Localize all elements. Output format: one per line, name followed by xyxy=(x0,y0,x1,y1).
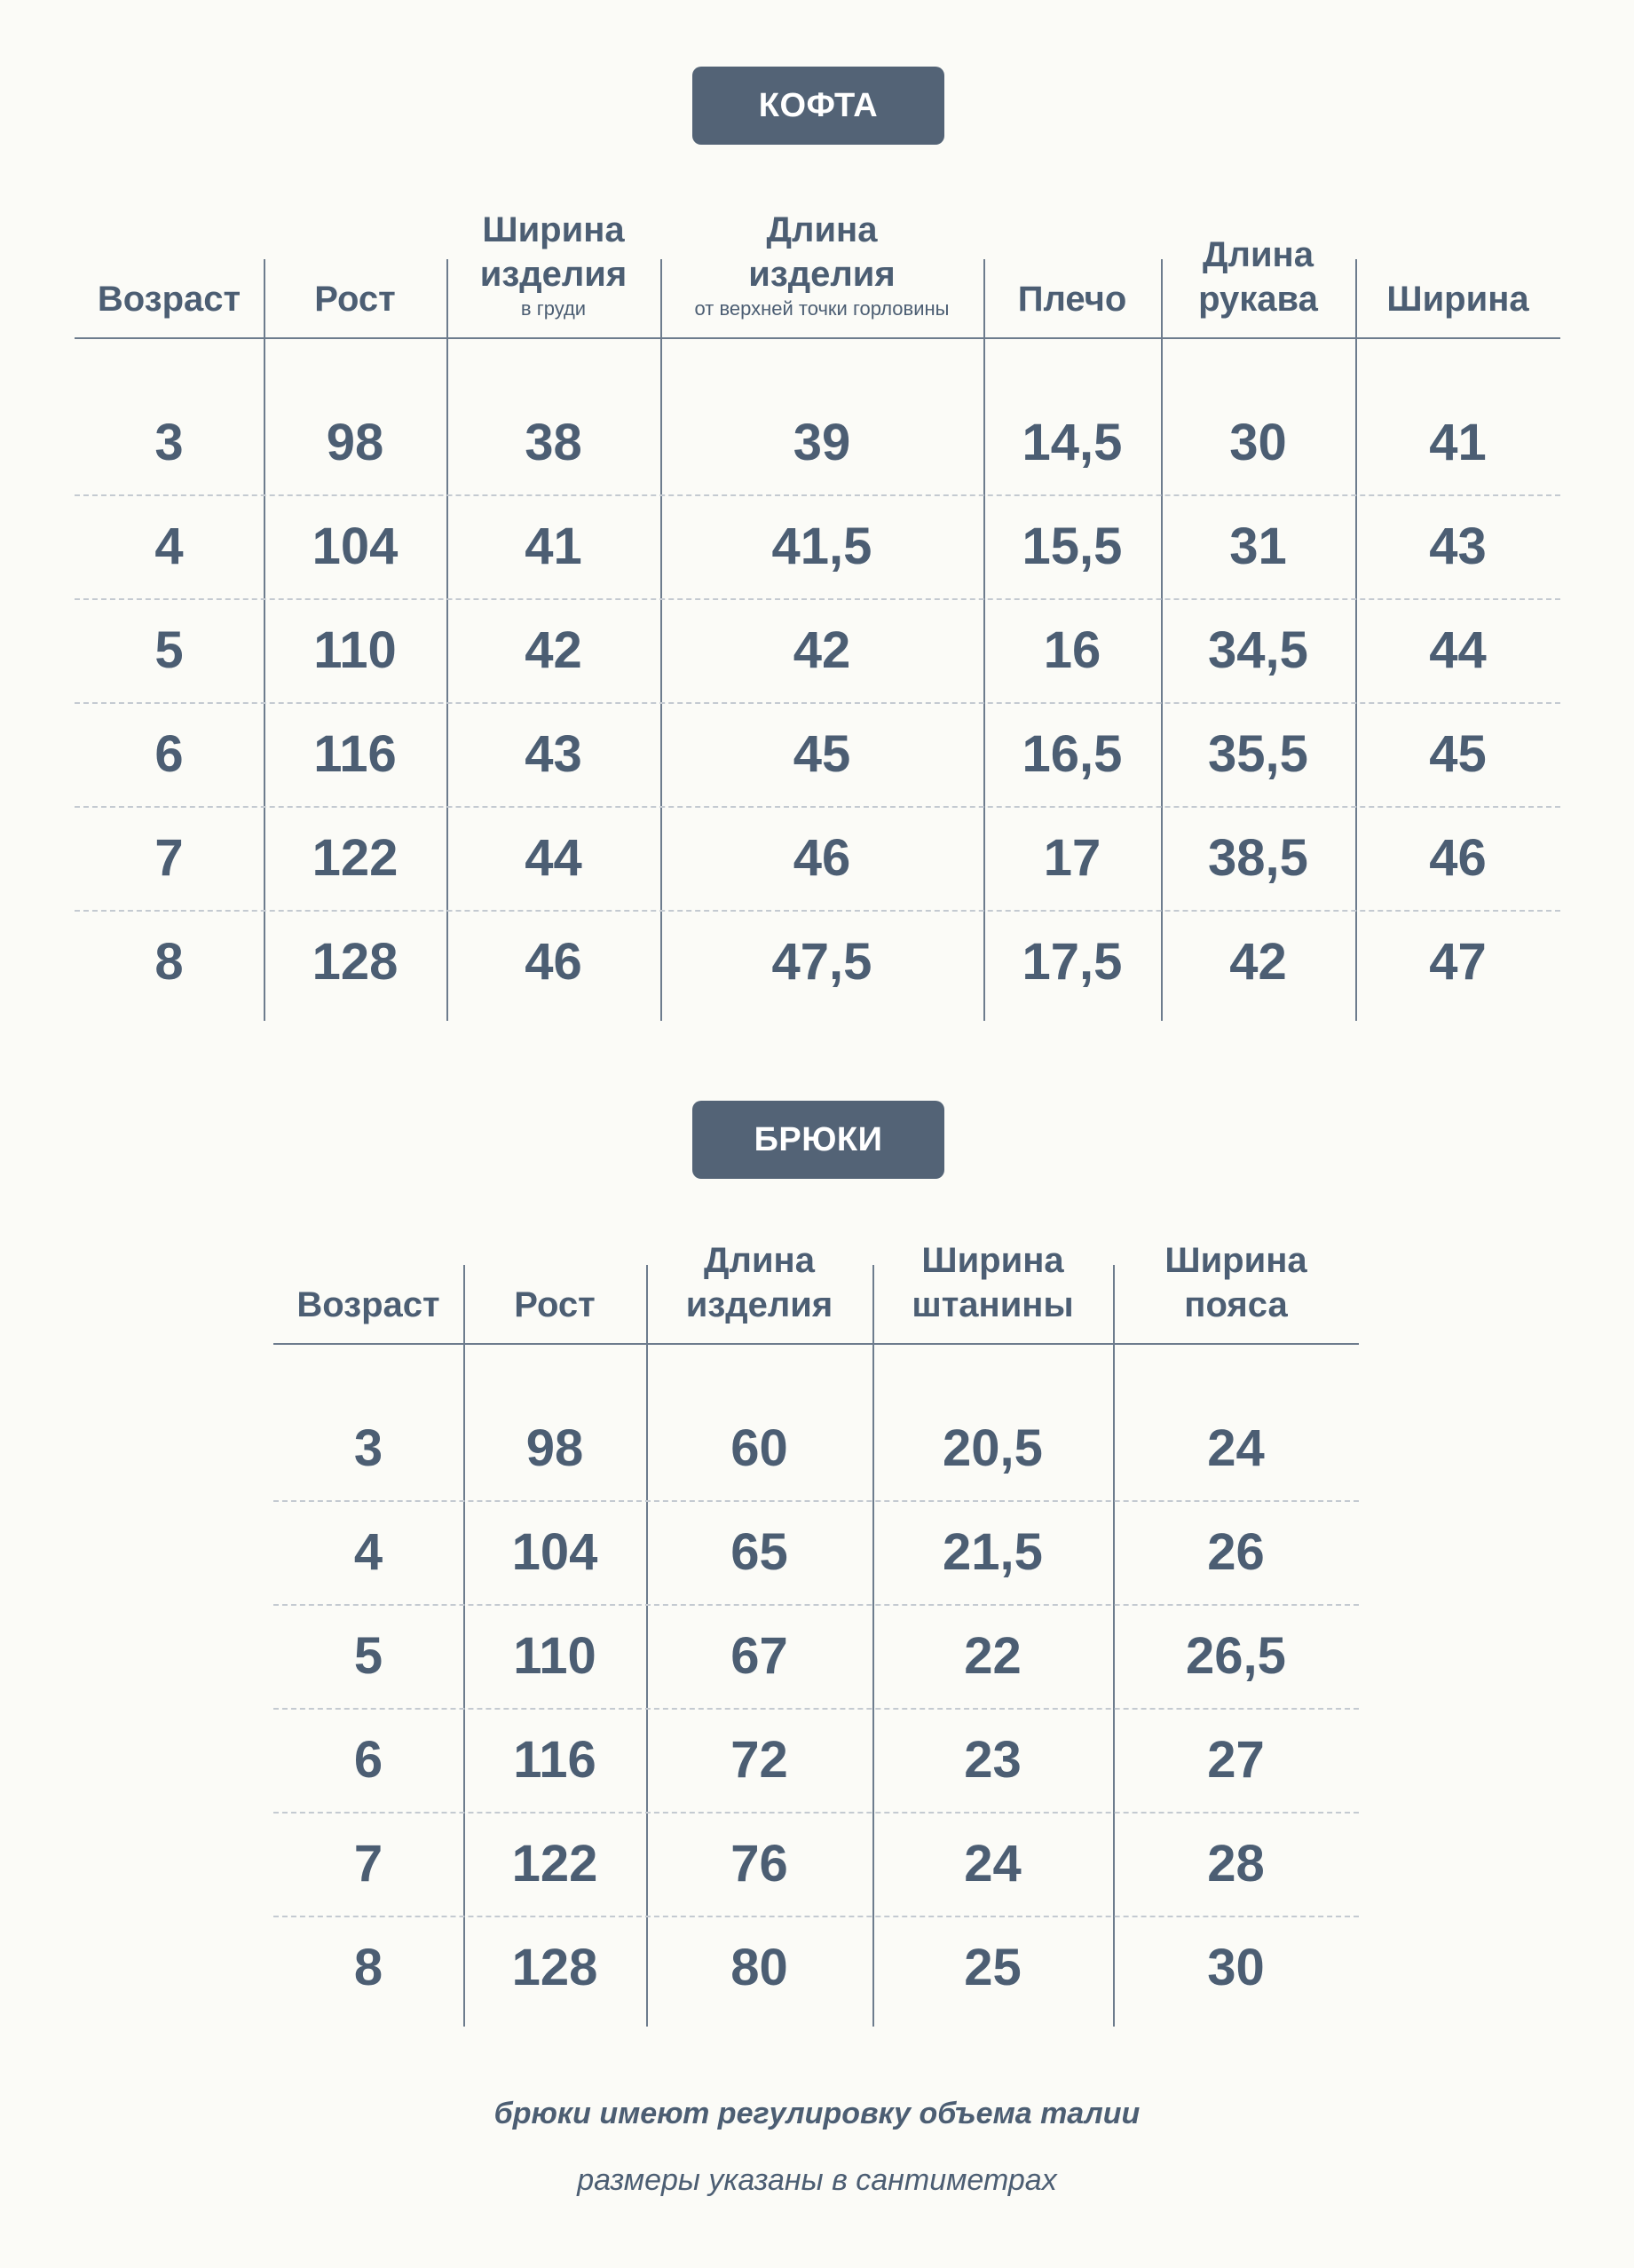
kofta-header-0-line-0: Возраст xyxy=(97,280,241,319)
bryuki-header-2-line-1: изделия xyxy=(685,1285,833,1324)
bryuki-size-table xyxy=(273,1086,1359,2027)
bryuki-cell: 27 xyxy=(1207,1731,1265,1789)
bryuki-cell: 5 xyxy=(353,1627,383,1685)
bryuki-header-0 xyxy=(273,1086,463,1343)
kofta-cell: 47 xyxy=(1429,933,1487,991)
kofta-cell: 38 xyxy=(525,414,582,471)
bryuki-table-row xyxy=(273,1500,1359,1604)
kofta-cell: 38,5 xyxy=(1208,829,1308,887)
kofta-cell: 46 xyxy=(1429,829,1487,887)
kofta-cell: 41 xyxy=(525,518,582,575)
kofta-cell: 15,5 xyxy=(1022,518,1123,575)
kofta-cell: 46 xyxy=(793,829,851,887)
kofta-cell: 16 xyxy=(1043,621,1101,679)
bryuki-cell: 30 xyxy=(1207,1939,1265,1996)
kofta-cell: 42 xyxy=(793,621,851,679)
bryuki-header-divider xyxy=(273,1343,1359,1345)
kofta-header-1-line-0: Рост xyxy=(314,280,396,319)
kofta-cell: 43 xyxy=(1429,518,1487,575)
bryuki-cell: 116 xyxy=(513,1731,596,1789)
bryuki-header-3 xyxy=(872,1086,1113,1343)
bryuki-table-row xyxy=(273,1812,1359,1916)
bryuki-cell: 22 xyxy=(964,1627,1022,1685)
kofta-table-row xyxy=(75,806,1560,910)
kofta-cell: 42 xyxy=(525,621,582,679)
kofta-header-4 xyxy=(983,80,1161,337)
bryuki-cell: 23 xyxy=(964,1731,1022,1789)
kofta-cell: 30 xyxy=(1229,414,1287,471)
bryuki-header-3-line-1: штанины xyxy=(912,1285,1074,1324)
kofta-cell: 34,5 xyxy=(1208,621,1308,679)
bryuki-cell: 60 xyxy=(730,1419,788,1477)
kofta-cell: 98 xyxy=(326,414,384,471)
kofta-cell: 44 xyxy=(525,829,582,887)
kofta-cell: 45 xyxy=(1429,725,1487,783)
kofta-cell: 46 xyxy=(525,933,582,991)
bryuki-cell: 28 xyxy=(1207,1835,1265,1893)
kofta-cell: 122 xyxy=(312,829,399,887)
bryuki-cell: 25 xyxy=(964,1939,1022,1996)
bryuki-table-row xyxy=(273,1604,1359,1708)
kofta-cell: 3 xyxy=(154,414,184,471)
kofta-table-row xyxy=(75,910,1560,1014)
kofta-cell: 45 xyxy=(793,725,851,783)
bryuki-cell: 21,5 xyxy=(943,1523,1043,1581)
bryuki-cell: 20,5 xyxy=(943,1419,1043,1477)
kofta-header-1 xyxy=(264,80,446,337)
kofta-header-2 xyxy=(446,80,660,337)
kofta-title-badge: КОФТА xyxy=(692,67,944,145)
bryuki-title-badge: БРЮКИ xyxy=(692,1101,944,1179)
kofta-cell: 6 xyxy=(154,725,184,783)
bryuki-cell: 122 xyxy=(511,1835,598,1893)
bryuki-table-row xyxy=(273,1708,1359,1812)
kofta-cell: 110 xyxy=(313,621,397,679)
kofta-cell: 47,5 xyxy=(771,933,872,991)
bryuki-cell: 6 xyxy=(353,1731,383,1789)
kofta-table-row xyxy=(75,598,1560,702)
kofta-table-row xyxy=(75,391,1560,494)
bryuki-cell: 24 xyxy=(964,1835,1022,1893)
bryuki-header-1-line-0: Рост xyxy=(514,1285,596,1324)
bryuki-cell: 7 xyxy=(353,1835,383,1893)
kofta-header-2-line-1: изделия xyxy=(479,255,628,294)
bryuki-cell: 104 xyxy=(511,1523,598,1581)
kofta-cell: 31 xyxy=(1229,518,1287,575)
bryuki-cell: 67 xyxy=(730,1627,788,1685)
bryuki-header-2-line-0: Длина xyxy=(704,1241,815,1280)
bryuki-header-3-line-0: Ширина xyxy=(921,1241,1064,1280)
bryuki-cell: 128 xyxy=(511,1939,598,1996)
bryuki-header-4 xyxy=(1113,1086,1359,1343)
kofta-header-6 xyxy=(1355,80,1560,337)
kofta-cell: 4 xyxy=(154,518,184,575)
kofta-header-3-line-1: изделия xyxy=(748,255,896,294)
bryuki-header-4-line-0: Ширина xyxy=(1164,1241,1307,1280)
kofta-cell: 17 xyxy=(1043,829,1101,887)
kofta-cell: 5 xyxy=(154,621,184,679)
waist-note: брюки имеют регулировку объема талии xyxy=(493,2097,1141,2130)
bryuki-cell: 26,5 xyxy=(1186,1627,1286,1685)
bryuki-table-row xyxy=(273,1916,1359,2019)
kofta-header-2-sub: в груди xyxy=(520,297,587,320)
kofta-header-2-line-0: Ширина xyxy=(482,210,625,249)
bryuki-cell: 98 xyxy=(525,1419,584,1477)
kofta-table-row xyxy=(75,702,1560,806)
kofta-cell: 42 xyxy=(1229,933,1287,991)
kofta-header-0 xyxy=(75,80,264,337)
bryuki-header-4-line-1: пояса xyxy=(1184,1285,1288,1324)
kofta-cell: 41,5 xyxy=(771,518,872,575)
bryuki-header-0-line-0: Возраст xyxy=(296,1285,440,1324)
kofta-cell: 128 xyxy=(312,933,399,991)
bryuki-header-1 xyxy=(463,1086,646,1343)
bryuki-cell: 3 xyxy=(353,1419,383,1477)
kofta-cell: 14,5 xyxy=(1022,414,1123,471)
kofta-header-5-line-0: Длина xyxy=(1203,235,1314,274)
kofta-header-3 xyxy=(660,80,983,337)
kofta-cell: 43 xyxy=(525,725,582,783)
kofta-cell: 7 xyxy=(154,829,184,887)
bryuki-header-2 xyxy=(646,1086,872,1343)
bryuki-cell: 26 xyxy=(1207,1523,1265,1581)
bryuki-cell: 80 xyxy=(730,1939,788,1996)
kofta-cell: 104 xyxy=(312,518,399,575)
kofta-cell: 41 xyxy=(1429,414,1487,471)
kofta-header-3-sub: от верхней точки горловины xyxy=(694,297,950,320)
bryuki-cell: 8 xyxy=(353,1939,383,1996)
bryuki-cell: 110 xyxy=(513,1627,596,1685)
kofta-cell: 16,5 xyxy=(1022,725,1123,783)
kofta-cell: 17,5 xyxy=(1022,933,1123,991)
kofta-header-5-line-1: рукава xyxy=(1198,280,1318,319)
kofta-size-table xyxy=(75,80,1560,1021)
kofta-header-6-line-0: Ширина xyxy=(1386,280,1529,319)
bryuki-cell: 4 xyxy=(353,1523,383,1581)
kofta-cell: 8 xyxy=(154,933,184,991)
kofta-header-5 xyxy=(1161,80,1355,337)
bryuki-cell: 72 xyxy=(730,1731,788,1789)
bryuki-cell: 76 xyxy=(730,1835,788,1893)
kofta-header-3-line-0: Длина xyxy=(766,210,878,249)
bryuki-table-row xyxy=(273,1396,1359,1500)
kofta-cell: 44 xyxy=(1429,621,1487,679)
units-note: размеры указаны в сантиметрах xyxy=(577,2163,1057,2197)
kofta-cell: 35,5 xyxy=(1208,725,1308,783)
bryuki-cell: 65 xyxy=(730,1523,788,1581)
kofta-cell: 39 xyxy=(793,414,851,471)
kofta-header-4-line-0: Плечо xyxy=(1017,280,1127,319)
bryuki-cell: 24 xyxy=(1207,1419,1265,1477)
kofta-cell: 116 xyxy=(313,725,397,783)
kofta-table-row xyxy=(75,494,1560,598)
kofta-header-divider xyxy=(75,337,1560,339)
